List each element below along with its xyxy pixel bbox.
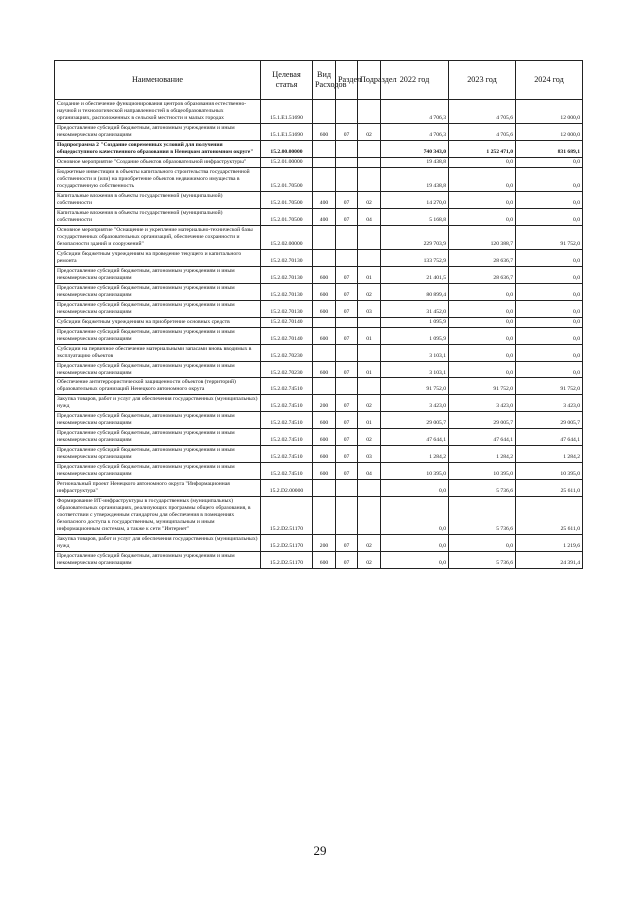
row-2024: 0,0 (516, 191, 583, 208)
table-row (55, 191, 583, 208)
row-expense-type: 200 (313, 395, 336, 412)
row-subsection: 04 (358, 463, 381, 480)
row-subsection: 02 (358, 552, 381, 569)
table-row (55, 361, 583, 378)
header-section: Раздел (336, 61, 358, 100)
row-target-article: 15.2.02.74510 (261, 429, 313, 446)
row-2024: 0,0 (516, 361, 583, 378)
row-2023: 5 736,6 (449, 480, 516, 497)
row-2022: 47 644,1 (381, 429, 449, 446)
row-subsection (358, 344, 381, 361)
row-target-article: 15.2.02.00000 (261, 225, 313, 249)
row-target-article: 15.2.02.70130 (261, 283, 313, 300)
row-subsection: 01 (358, 327, 381, 344)
table-row (55, 167, 583, 191)
row-expense-type (313, 344, 336, 361)
row-section: 07 (336, 429, 358, 446)
row-subsection: 02 (358, 395, 381, 412)
table-row (55, 344, 583, 361)
row-2024: 1 219,6 (516, 535, 583, 552)
row-name: Формирование ИТ-инфраструктуры в государственных (муниципальных) образовательных организациях, реализующих программы общего образования, в соответствии с утвержденным стандартом для обеспечения в помещениях безопасного доступа к государственным, муниципальным и иным информационным системам, а также к сети "Интернет" (55, 497, 261, 535)
row-2024: 0,0 (516, 317, 583, 327)
row-expense-type (313, 497, 336, 535)
row-expense-type: 600 (313, 552, 336, 569)
row-2022: 3 103,1 (381, 344, 449, 361)
row-2024: 0,0 (516, 344, 583, 361)
row-expense-type (313, 317, 336, 327)
row-name: Предоставление субсидий бюджетным, автономным учреждениям и иным некоммерческим организациям (55, 266, 261, 283)
page-number: 29 (313, 843, 327, 858)
row-expense-type: 600 (313, 361, 336, 378)
table-row (55, 497, 583, 535)
row-target-article: 15.2.01.70500 (261, 208, 313, 225)
table-row (55, 283, 583, 300)
row-2022: 1 095,9 (381, 327, 449, 344)
row-2022: 133 752,9 (381, 249, 449, 266)
row-subsection (358, 157, 381, 167)
row-2022: 29 005,7 (381, 412, 449, 429)
row-name: Капитальные вложения в объекты государственной (муниципальной) собственности (55, 191, 261, 208)
row-name: Предоставление субсидий бюджетным, автономным учреждениям и иным некоммерческим организациям (55, 361, 261, 378)
row-name: Создание и обеспечение функционирования центров образования естественно-научной и технологической направленностей в общеобразовательных организациях, расположенных в сельской местности и малых городах (55, 100, 261, 124)
row-name: Закупка товаров, работ и услуг для обеспечения государственных (муниципальных) нужд (55, 535, 261, 552)
table-row (55, 249, 583, 266)
row-2022: 31 452,0 (381, 300, 449, 317)
row-2023: 29 005,7 (449, 412, 516, 429)
row-section (336, 249, 358, 266)
header-expense-type: Вид Расходов (313, 61, 336, 100)
row-subsection (358, 100, 381, 124)
row-section: 07 (336, 535, 358, 552)
row-name: Субсидии бюджетным учреждениям на проведение текущего и капитального ремонта (55, 249, 261, 266)
row-name: Предоставление субсидий бюджетным, автономным учреждениям и иным некоммерческим организациям (55, 327, 261, 344)
row-2024: 0,0 (516, 249, 583, 266)
table-row (55, 412, 583, 429)
row-target-article: 15.2.01.70500 (261, 191, 313, 208)
row-2022: 3 423,0 (381, 395, 449, 412)
row-name: Закупка товаров, работ и услуг для обеспечения государственных (муниципальных) нужд (55, 395, 261, 412)
row-subsection (358, 225, 381, 249)
row-2023: 0,0 (449, 327, 516, 344)
row-2023: 0,0 (449, 283, 516, 300)
row-target-article: 15.2.00.00000 (261, 140, 313, 157)
row-section: 07 (336, 412, 358, 429)
row-target-article: 15.2.02.70230 (261, 344, 313, 361)
row-section (336, 167, 358, 191)
row-subsection (358, 378, 381, 395)
row-2022: 4 706,3 (381, 100, 449, 124)
row-2024: 3 423,0 (516, 395, 583, 412)
table-row (55, 378, 583, 395)
row-expense-type (313, 157, 336, 167)
row-target-article: 15.2.02.74510 (261, 446, 313, 463)
row-expense-type (313, 225, 336, 249)
row-name: Обеспечение антитеррористической защищенности объектов (территорий) образовательных организаций Ненецкого автономного округа (55, 378, 261, 395)
row-2024: 0,0 (516, 208, 583, 225)
table-row (55, 535, 583, 552)
row-target-article: 15.2.D2.00000 (261, 480, 313, 497)
table-row (55, 463, 583, 480)
row-subsection: 01 (358, 412, 381, 429)
row-section (336, 100, 358, 124)
row-target-article: 15.2.02.74510 (261, 463, 313, 480)
row-subsection (358, 140, 381, 157)
row-2024: 831 689,1 (516, 140, 583, 157)
row-expense-type (313, 140, 336, 157)
row-section: 07 (336, 463, 358, 480)
table-header-row (55, 61, 583, 100)
row-target-article: 15.2.02.70130 (261, 300, 313, 317)
row-2022: 19 438,8 (381, 167, 449, 191)
row-target-article: 15.2.02.74510 (261, 395, 313, 412)
row-name: Предоставление субсидий бюджетным, автономным учреждениям и иным некоммерческим организациям (55, 123, 261, 140)
row-target-article: 15.2.02.70230 (261, 361, 313, 378)
row-target-article: 15.2.02.74510 (261, 412, 313, 429)
row-section: 07 (336, 123, 358, 140)
row-section: 07 (336, 446, 358, 463)
row-expense-type: 600 (313, 463, 336, 480)
row-2022: 1 095,9 (381, 317, 449, 327)
row-2024: 25 611,0 (516, 480, 583, 497)
row-2023: 1 284,2 (449, 446, 516, 463)
row-2022: 229 703,9 (381, 225, 449, 249)
row-2024: 0,0 (516, 266, 583, 283)
header-name: Наименование (55, 61, 261, 100)
row-section (336, 157, 358, 167)
row-2024: 0,0 (516, 157, 583, 167)
row-2023: 3 423,0 (449, 395, 516, 412)
row-subsection: 02 (358, 191, 381, 208)
row-2024: 0,0 (516, 327, 583, 344)
row-expense-type: 600 (313, 327, 336, 344)
row-expense-type: 600 (313, 266, 336, 283)
table-row (55, 140, 583, 157)
row-name: Субсидии на первичное обеспечение материальными запасами вновь вводимых в эксплуатацию объектов (55, 344, 261, 361)
row-section: 07 (336, 208, 358, 225)
row-2023: 120 388,7 (449, 225, 516, 249)
row-section (336, 497, 358, 535)
row-2023: 28 636,7 (449, 266, 516, 283)
table-row (55, 552, 583, 569)
row-name: Предоставление субсидий бюджетным, автономным учреждениям и иным некоммерческим организациям (55, 283, 261, 300)
row-name: Предоставление субсидий бюджетным, автономным учреждениям и иным некоммерческим организациям (55, 446, 261, 463)
header-2024: 2024 год (516, 61, 583, 100)
row-expense-type: 400 (313, 191, 336, 208)
row-expense-type: 600 (313, 300, 336, 317)
row-name: Предоставление субсидий бюджетным, автономным учреждениям и иным некоммерческим организациям (55, 552, 261, 569)
table-row (55, 208, 583, 225)
row-2022: 740 343,0 (381, 140, 449, 157)
row-2022: 19 438,8 (381, 157, 449, 167)
row-section (336, 480, 358, 497)
row-2024: 47 644,1 (516, 429, 583, 446)
header-subsection: Подраздел (358, 61, 381, 100)
header-2022: 2022 год (381, 61, 449, 100)
row-2023: 0,0 (449, 208, 516, 225)
row-target-article: 15.2.02.70140 (261, 317, 313, 327)
row-subsection: 02 (358, 535, 381, 552)
row-section: 07 (336, 266, 358, 283)
budget-table (54, 60, 583, 569)
row-section: 07 (336, 300, 358, 317)
row-2024: 10 395,0 (516, 463, 583, 480)
row-2024: 25 611,0 (516, 497, 583, 535)
row-subsection: 04 (358, 208, 381, 225)
table-row (55, 429, 583, 446)
row-subsection (358, 167, 381, 191)
row-target-article: 15.2.D2.51170 (261, 535, 313, 552)
row-2023: 5 736,6 (449, 497, 516, 535)
row-2022: 0,0 (381, 535, 449, 552)
row-name: Субсидии бюджетным учреждениям на приобретение основных средств (55, 317, 261, 327)
table-row (55, 266, 583, 283)
row-target-article: 15.2.D2.51170 (261, 497, 313, 535)
row-target-article: 15.2.01.70500 (261, 167, 313, 191)
row-2023: 0,0 (449, 361, 516, 378)
row-2024: 0,0 (516, 300, 583, 317)
row-2023: 0,0 (449, 191, 516, 208)
row-expense-type: 200 (313, 535, 336, 552)
row-subsection (358, 317, 381, 327)
row-section (336, 378, 358, 395)
row-subsection: 01 (358, 266, 381, 283)
budget-table-page (54, 60, 582, 569)
row-expense-type (313, 167, 336, 191)
row-2022: 1 284,2 (381, 446, 449, 463)
row-section (336, 225, 358, 249)
row-2024: 91 752,0 (516, 378, 583, 395)
row-2024: 91 752,0 (516, 225, 583, 249)
row-2022: 21 401,5 (381, 266, 449, 283)
row-2024: 1 284,2 (516, 446, 583, 463)
row-expense-type (313, 100, 336, 124)
row-2022: 80 899,4 (381, 283, 449, 300)
row-target-article: 15.2.D2.51170 (261, 552, 313, 569)
row-section: 07 (336, 327, 358, 344)
row-2022: 0,0 (381, 480, 449, 497)
table-row (55, 123, 583, 140)
row-subsection: 02 (358, 123, 381, 140)
row-2024: 24 391,4 (516, 552, 583, 569)
row-expense-type (313, 249, 336, 266)
row-expense-type: 600 (313, 283, 336, 300)
row-subsection: 03 (358, 446, 381, 463)
table-row (55, 300, 583, 317)
row-target-article: 15.2.02.70130 (261, 266, 313, 283)
row-subsection (358, 249, 381, 266)
row-name: Предоставление субсидий бюджетным, автономным учреждениям и иным некоммерческим организациям (55, 412, 261, 429)
row-name: Предоставление субсидий бюджетным, автономным учреждениям и иным некоммерческим организациям (55, 463, 261, 480)
row-expense-type (313, 480, 336, 497)
row-expense-type: 600 (313, 429, 336, 446)
row-expense-type (313, 378, 336, 395)
row-2023: 28 636,7 (449, 249, 516, 266)
header-target-article: Целевая статья (261, 61, 313, 100)
row-2024: 12 000,0 (516, 100, 583, 124)
row-2022: 4 706,3 (381, 123, 449, 140)
table-row (55, 446, 583, 463)
row-name: Бюджетные инвестиции в объекты капитального строительства государственной собственности и (или) на приобретение объектов недвижимого имущества в государственную собственность (55, 167, 261, 191)
row-section: 07 (336, 395, 358, 412)
row-2023: 0,0 (449, 300, 516, 317)
row-section: 07 (336, 191, 358, 208)
row-subsection: 02 (358, 429, 381, 446)
row-name: Основное мероприятие "Создание объектов образовательной инфраструктуры" (55, 157, 261, 167)
row-2022: 14 270,0 (381, 191, 449, 208)
row-expense-type: 400 (313, 208, 336, 225)
row-subsection (358, 480, 381, 497)
table-row (55, 395, 583, 412)
row-name: Подпрограмма 2 "Создание современных условий для получения общедоступного качественного образования в Ненецком автономном округе" (55, 140, 261, 157)
row-2022: 5 168,8 (381, 208, 449, 225)
row-section: 07 (336, 283, 358, 300)
row-expense-type: 600 (313, 446, 336, 463)
table-row (55, 317, 583, 327)
table-body (55, 100, 583, 569)
row-section (336, 344, 358, 361)
table-row (55, 480, 583, 497)
row-target-article: 15.2.01.00000 (261, 157, 313, 167)
row-subsection (358, 497, 381, 535)
row-subsection: 03 (358, 300, 381, 317)
row-name: Капитальные вложения в объекты государственной (муниципальной) собственности (55, 208, 261, 225)
row-name: Предоставление субсидий бюджетным, автономным учреждениям и иным некоммерческим организациям (55, 429, 261, 446)
row-expense-type: 600 (313, 412, 336, 429)
row-2024: 12 000,0 (516, 123, 583, 140)
row-2023: 5 736,6 (449, 552, 516, 569)
row-name: Региональный проект Ненецкого автономного округа "Информационная инфраструктура" (55, 480, 261, 497)
row-2023: 0,0 (449, 167, 516, 191)
row-2024: 0,0 (516, 283, 583, 300)
row-target-article: 15.2.02.70140 (261, 327, 313, 344)
row-2022: 10 395,0 (381, 463, 449, 480)
row-section (336, 317, 358, 327)
row-subsection: 02 (358, 283, 381, 300)
row-name: Основное мероприятие "Оснащение и укрепление материально-технической базы государственных образовательных организаций, обеспечение сохранности и безопасности зданий и сооружений" (55, 225, 261, 249)
row-2023: 0,0 (449, 157, 516, 167)
row-section: 07 (336, 361, 358, 378)
row-2023: 0,0 (449, 317, 516, 327)
row-target-article: 15.1.Е1.51690 (261, 123, 313, 140)
row-target-article: 15.2.02.70130 (261, 249, 313, 266)
row-section: 07 (336, 552, 358, 569)
row-2022: 0,0 (381, 552, 449, 569)
row-name: Предоставление субсидий бюджетным, автономным учреждениям и иным некоммерческим организациям (55, 300, 261, 317)
row-2022: 91 752,0 (381, 378, 449, 395)
row-expense-type: 600 (313, 123, 336, 140)
row-section (336, 140, 358, 157)
row-2023: 4 705,6 (449, 100, 516, 124)
table-row (55, 100, 583, 124)
row-2024: 29 005,7 (516, 412, 583, 429)
table-row (55, 327, 583, 344)
header-2023: 2023 год (449, 61, 516, 100)
row-2022: 0,0 (381, 497, 449, 535)
row-2023: 0,0 (449, 344, 516, 361)
row-target-article: 15.2.02.74510 (261, 378, 313, 395)
row-subsection: 01 (358, 361, 381, 378)
row-2023: 4 705,6 (449, 123, 516, 140)
row-2023: 1 252 471,0 (449, 140, 516, 157)
row-2022: 3 103,1 (381, 361, 449, 378)
table-row (55, 225, 583, 249)
row-2024: 0,0 (516, 167, 583, 191)
row-2023: 91 752,0 (449, 378, 516, 395)
row-2023: 10 395,0 (449, 463, 516, 480)
row-target-article: 15.1.Е1.51690 (261, 100, 313, 124)
row-2023: 0,0 (449, 535, 516, 552)
row-2023: 47 644,1 (449, 429, 516, 446)
table-row (55, 157, 583, 167)
